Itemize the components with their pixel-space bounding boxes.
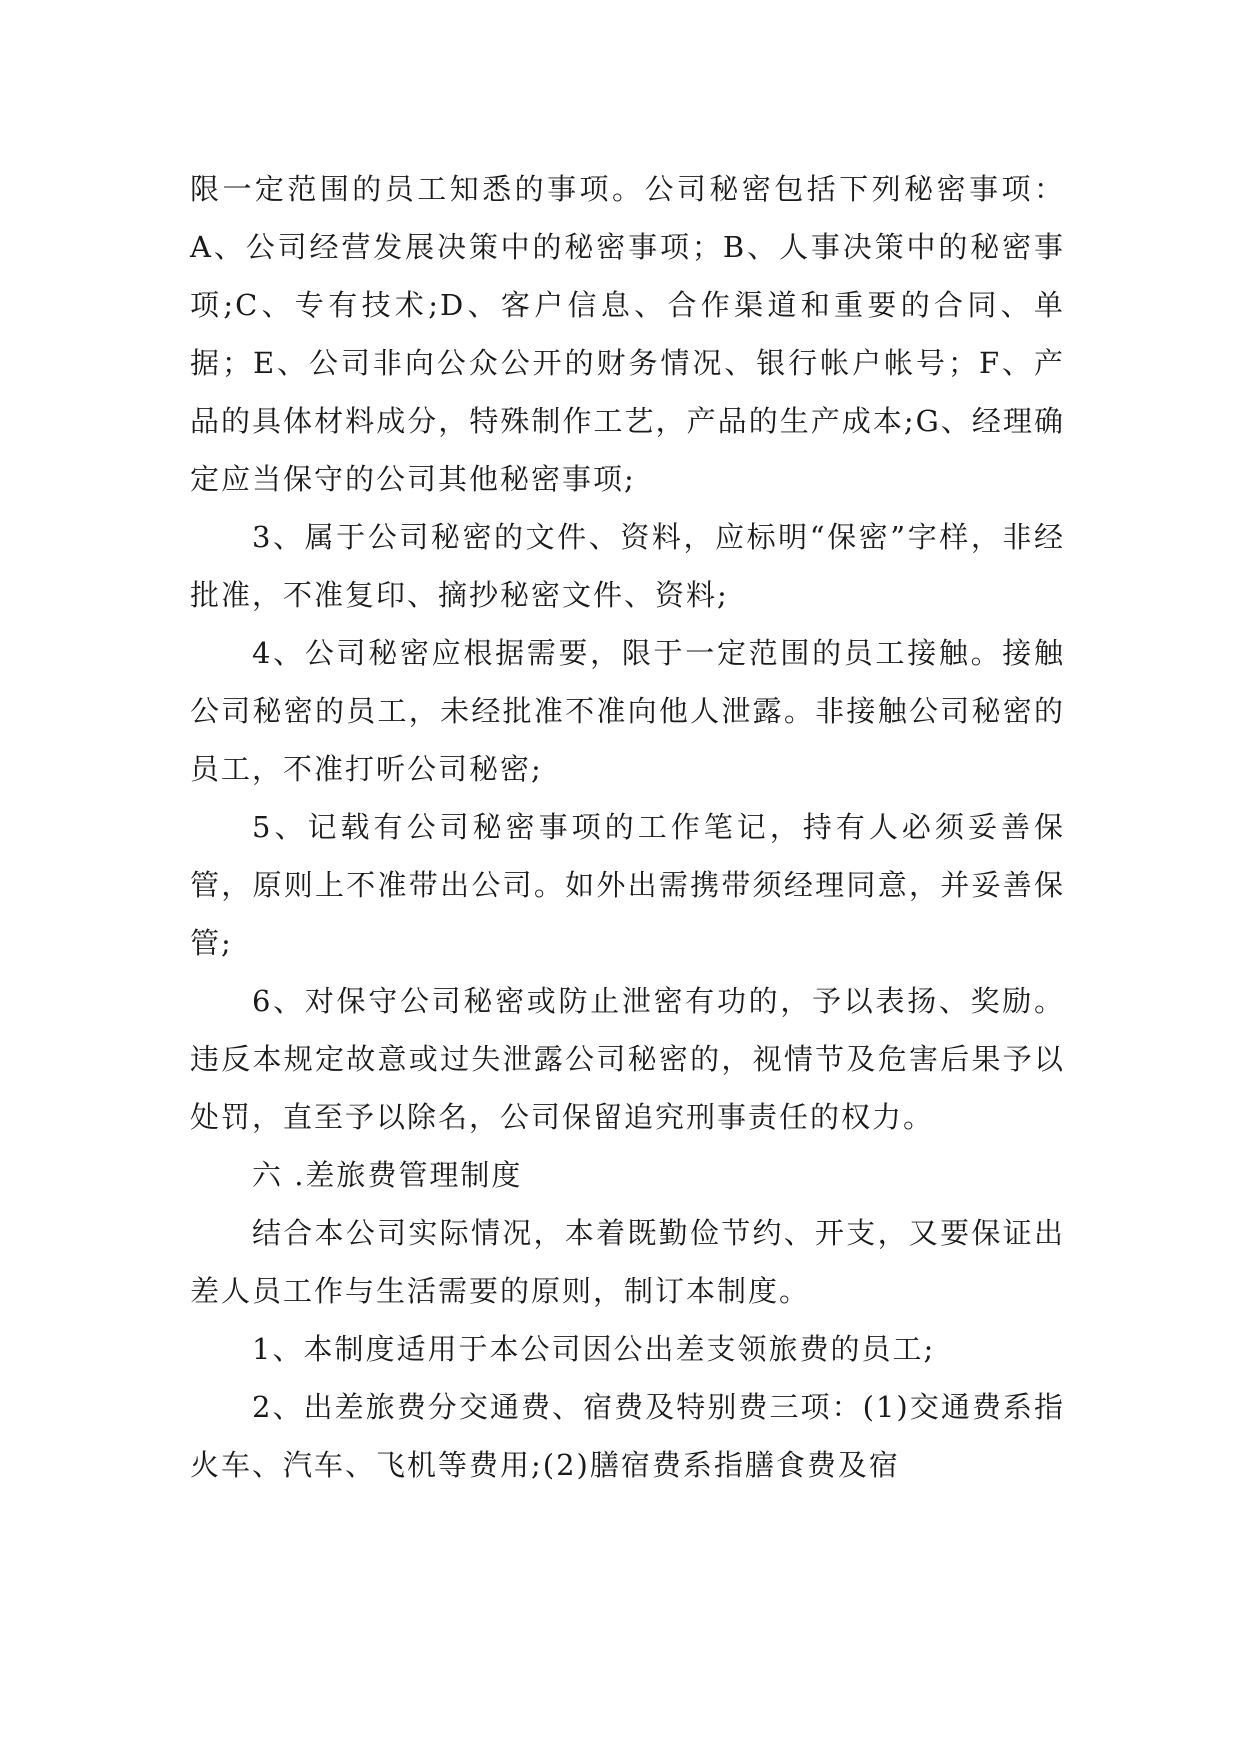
paragraph-item-5: 5、记载有公司秘密事项的工作笔记，持有人必须妥善保管，原则上不准带出公司。如外出需携带须经理同意，并妥善保管; [190,810,1065,960]
document-body [190,160,1065,1494]
paragraph-confidential-items: 限一定范围的员工知悉的事项。公司秘密包括下列秘密事项：A、公司经营发展决策中的秘密事项；B、人事决策中的秘密事项;C、专有技术;D、客户信息、合作渠道和重要的合同、单据；E、公司非向公众公开的财务情况、银行帐户帐号；F、产品的具体材料成分，特殊制作工艺，产品的生产成本;G、经理确定应当保守的公司其他秘密事项; [190,172,1065,496]
paragraph-travel-intro: 结合本公司实际情况，本着既勤俭节约、开支，又要保证出差人员工作与生活需要的原则，制订本制度。 [190,1216,1065,1308]
paragraph-item-3: 3、属于公司秘密的文件、资料，应标明“保密”字样，非经批准，不准复印、摘抄秘密文件、资料; [190,520,1065,612]
paragraph-item-4: 4、公司秘密应根据需要，限于一定范围的员工接触。接触公司秘密的员工，未经批准不准向他人泄露。非接触公司秘密的员工，不准打听公司秘密; [190,636,1065,786]
paragraph-item-6: 6、对保守公司秘密或防止泄密有功的，予以表扬、奖励。 违反本规定故意或过失泄露公司秘密的，视情节及危害后果予以处罚，直至予以除名，公司保留追究刑事责任的权力。 [190,984,1065,1134]
section-heading-travel-expenses: 六 .差旅费管理制度 [252,1158,523,1192]
paragraph-travel-item-1: 1、本制度适用于本公司因公出差支领旅费的员工; [252,1332,936,1366]
paragraph-travel-item-2: 2、出差旅费分交通费、宿费及特别费三项：(1)交通费系指火车、汽车、飞机等费用;(2)膳宿费系指膳食费及宿 [190,1390,1065,1482]
